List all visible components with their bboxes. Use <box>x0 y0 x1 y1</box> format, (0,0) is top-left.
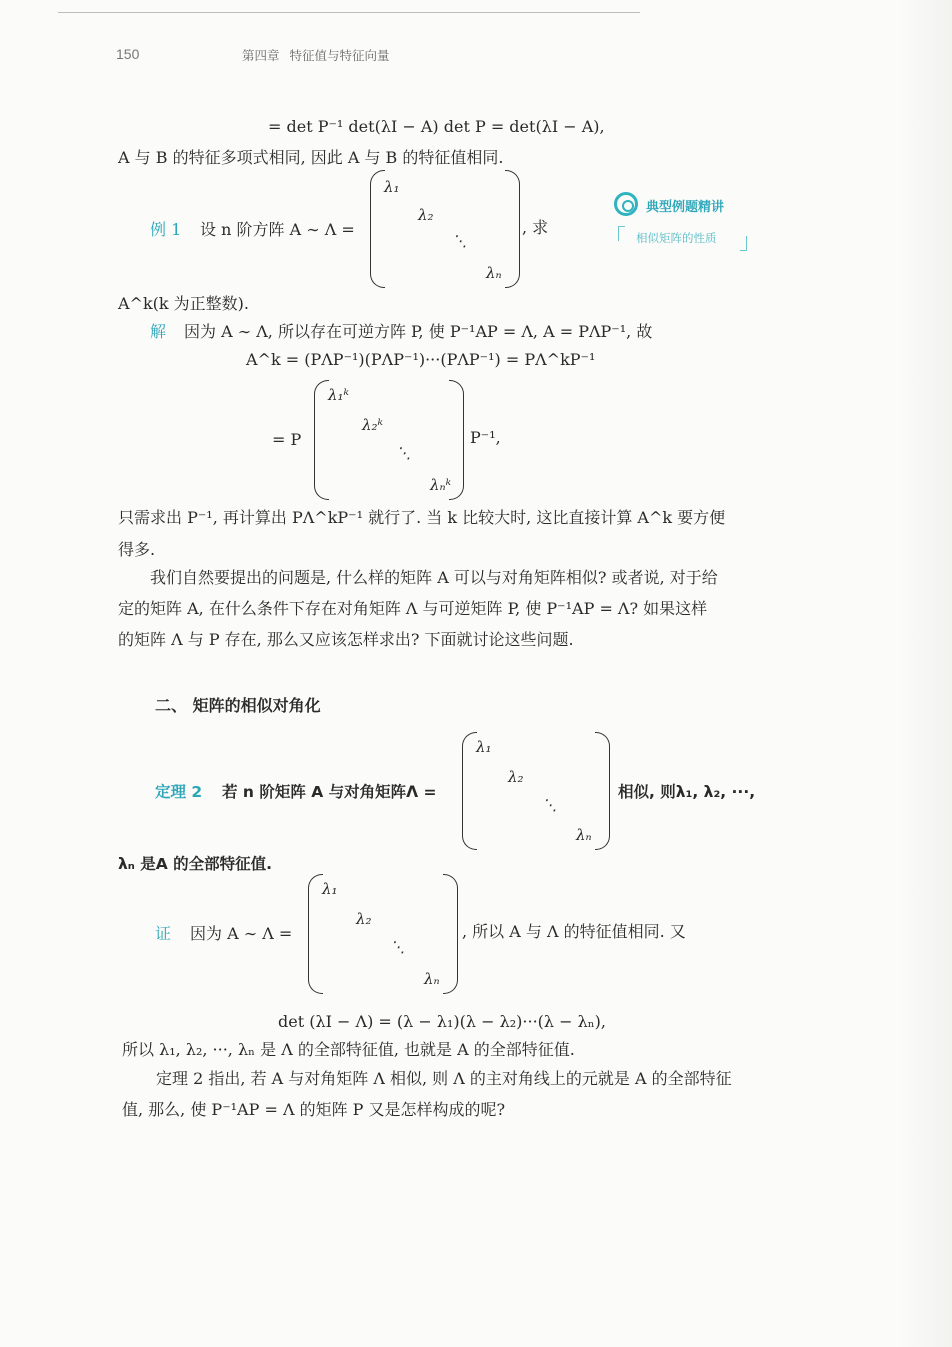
proof-equation: det (λI − Λ) = (λ − λ₁)(λ − λ₂)···(λ − λₙ), <box>278 1012 607 1031</box>
text-line-1: A 与 B 的特征多项式相同, 因此 A 与 B 的特征值相同. <box>118 148 504 167</box>
page-edge-shadow <box>900 0 952 1347</box>
section-title: 二、 矩阵的相似对角化 <box>155 696 321 715</box>
diagonal-matrix-2 <box>462 732 610 850</box>
proof-conclusion: 所以 λ₁, λ₂, ···, λₙ 是 Λ 的全部特征值, 也就是 A 的全部特征值. <box>122 1040 575 1059</box>
proof-text: 因为 A ∼ Λ = <box>190 924 293 943</box>
diagonal-matrix-3 <box>308 874 458 994</box>
solution-eq2-right: P⁻¹, <box>470 428 501 447</box>
matrix-dots: ⋱ <box>396 444 411 462</box>
paragraph-2-line-3: 的矩阵 Λ 与 P 存在, 那么又应该怎样求出? 下面就讨论这些问题. <box>118 630 574 649</box>
matrix-entry: λ₂ <box>356 910 372 928</box>
matrix-entry: λ₁ <box>322 880 338 898</box>
running-header <box>242 46 400 64</box>
matrix-dots: ⋱ <box>390 938 405 956</box>
theorem-continuation: λₙ 是A 的全部特征值. <box>118 855 273 873</box>
example-continuation: A^k(k 为正整数). <box>118 294 250 313</box>
proof-label: 证 <box>155 924 172 943</box>
top-rule <box>58 12 640 13</box>
equation-det: = det P⁻¹ det(λI − A) det P = det(λI − A), <box>268 117 605 136</box>
solution-equation-1: A^k = (PΛP⁻¹)(PΛP⁻¹)···(PΛP⁻¹) = PΛ^kP⁻¹ <box>246 350 596 369</box>
proof-text-end: , 所以 A 与 Λ 的特征值相同. 又 <box>462 922 686 941</box>
matrix-entry: λ₁ <box>476 738 492 756</box>
matrix-entry: λ₂ᵏ <box>362 416 383 434</box>
tip-title: 典型例题精讲 <box>646 200 725 215</box>
example-text-end: , 求 <box>522 218 549 237</box>
paragraph-1-line-2: 得多. <box>118 540 156 559</box>
matrix-entry: λₙ <box>486 264 502 282</box>
tip-subtitle: 相似矩阵的性质 <box>636 231 717 245</box>
right-paren <box>443 874 458 994</box>
bracket-right <box>740 236 747 251</box>
chapter-title: 特征值与特征向量 <box>289 48 390 63</box>
bracket-left <box>618 226 625 241</box>
paragraph-3-line-2: 值, 那么, 使 P⁻¹AP = Λ 的矩阵 P 又是怎样构成的呢? <box>122 1100 506 1119</box>
left-paren <box>370 170 385 288</box>
sidebar-tip <box>614 192 754 256</box>
matrix-entry: λ₁ᵏ <box>328 386 349 404</box>
matrix-entry: λ₂ <box>418 206 434 224</box>
matrix-dots: ⋱ <box>452 232 467 250</box>
diagonal-matrix-1 <box>370 170 520 288</box>
matrix-dots: ⋱ <box>542 796 557 814</box>
chapter-number: 第四章 <box>242 48 280 63</box>
paragraph-1-line-1: 只需求出 P⁻¹, 再计算出 PΛ^kP⁻¹ 就行了. 当 k 比较大时, 这比直接计算 A^k 要方便 <box>118 508 726 527</box>
matrix-entry: λₙᵏ <box>430 476 452 494</box>
right-paren <box>595 732 610 850</box>
page-number: 150 <box>116 46 140 62</box>
left-paren <box>314 380 329 500</box>
solution-label: 解 <box>150 322 167 341</box>
matrix-entry: λₙ <box>424 970 440 988</box>
right-paren <box>505 170 520 288</box>
example-label: 例 1 <box>150 220 182 239</box>
video-icon <box>614 192 638 216</box>
paragraph-2-line-2: 定的矩阵 A, 在什么条件下存在对角矩阵 Λ 与可逆矩阵 P, 使 P⁻¹AP = Λ? 如果这样 <box>118 599 708 618</box>
theorem-text: 若 n 阶矩阵 A 与对角矩阵Λ = <box>222 783 437 801</box>
diagonal-matrix-k <box>314 380 464 500</box>
theorem-label: 定理 2 <box>155 783 203 801</box>
solution-eq2-left: = P <box>272 430 302 449</box>
theorem-text-end: 相似, 则λ₁, λ₂, ···, <box>618 783 756 801</box>
left-paren <box>462 732 477 850</box>
paragraph-3-line-1: 定理 2 指出, 若 A 与对角矩阵 Λ 相似, 则 Λ 的主对角线上的元就是 A 的全部特征 <box>156 1069 732 1088</box>
left-paren <box>308 874 323 994</box>
solution-text: 因为 A ∼ Λ, 所以存在可逆方阵 P, 使 P⁻¹AP = Λ, A = PΛP⁻¹, 故 <box>184 322 653 341</box>
right-paren <box>449 380 464 500</box>
matrix-entry: λₙ <box>576 826 592 844</box>
paragraph-2-line-1: 我们自然要提出的问题是, 什么样的矩阵 A 可以与对角矩阵相似? 或者说, 对于给 <box>150 568 718 587</box>
example-text: 设 n 阶方阵 A ∼ Λ = <box>200 220 355 239</box>
matrix-entry: λ₁ <box>384 178 400 196</box>
matrix-entry: λ₂ <box>508 768 524 786</box>
